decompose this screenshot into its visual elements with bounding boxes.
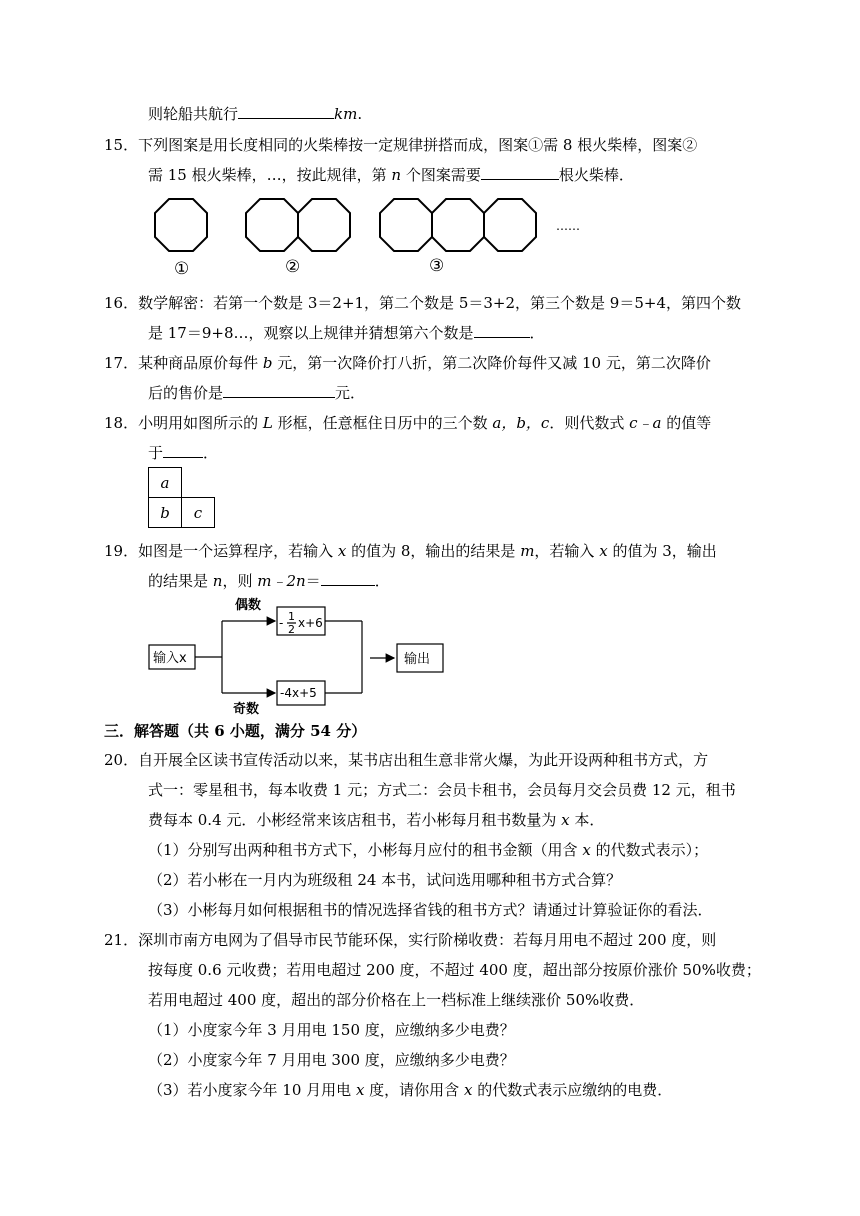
- q20-text3-post: 本．: [569, 811, 605, 829]
- q17-text: 17．某种商品原价每件: [104, 354, 263, 372]
- cell-a: a: [149, 468, 182, 498]
- q18-text: 18．小明用如图所示的: [104, 414, 263, 432]
- minus-sign: -: [279, 616, 284, 630]
- var-x: x: [355, 1081, 365, 1099]
- var-L: L: [262, 414, 273, 432]
- q20-sub1-post: 的代数式表示）；: [590, 841, 709, 859]
- q15-text: 15．下列图案是用长度相同的火柴棒按一定规律拼搭而成，图案: [104, 136, 529, 154]
- answer-blank: [474, 323, 530, 338]
- l-shape-calendar-frame: [148, 467, 215, 528]
- q20-text3: 费每本 0.4 元．小彬经常来该店租书，若小彬每月租书数量为: [148, 811, 562, 829]
- circled-2: ②: [682, 136, 698, 154]
- figure-label-1: ①: [174, 259, 190, 279]
- expr-c-minus-a: c﹣a: [629, 414, 662, 432]
- output-label: 输出: [404, 652, 431, 667]
- q20-line3: [148, 810, 604, 830]
- q19-text-mid2: ，若输入: [534, 542, 600, 560]
- q16-line2: [148, 323, 545, 343]
- q19-text2-mid: ，则: [222, 572, 258, 590]
- q20-sub3: （3）小彬每月如何根据租书的情况选择省钱的租书方式？请通过计算验证你的看法．: [148, 901, 713, 919]
- q21-sub3: [148, 1080, 672, 1100]
- q21-line2: 按每度 0.6 元收费；若用电超过 200 度，不超过 400 度，超出部分按原价涨价 50%收费；: [148, 961, 761, 979]
- q21-sub2: （2）小度家今年 7 月用电 300 度，应缴纳多少电费？: [148, 1051, 515, 1069]
- var-x: x: [582, 841, 591, 859]
- octagon: [484, 199, 536, 251]
- var-x: x: [599, 542, 608, 560]
- q17-end: 元．: [335, 384, 366, 402]
- q20-line1: 20．自开展全区读书宣传活动以来，某书店出租生意非常火爆，为此开设两种租书方式，方: [104, 751, 709, 769]
- matchstick-figure: [140, 190, 600, 285]
- q21-sub3-mid: 度，请你用含: [364, 1081, 464, 1099]
- period: ．: [529, 324, 545, 342]
- q18-line1: [104, 413, 711, 433]
- octagon: [155, 199, 207, 251]
- q20-sub2: （2）若小彬在一月内为班级租 24 本书，试问选用哪种租书方式合算？: [148, 871, 622, 889]
- q20-line2: 式一：零星租书，每本收费 1 元；方式二：会员卡租书，会员每月交会员费 12 元，租书: [148, 781, 736, 799]
- q21-line1: 21．深圳市南方电网为了倡导市民节能环保，实行阶梯收费：若每月用电不超过 200 度，则: [104, 931, 717, 949]
- answer-blank: [163, 443, 203, 458]
- period: .: [357, 105, 363, 123]
- q18-line2: [148, 443, 218, 463]
- q17-text-b: 元，第一次降价打八折，第二次降价每件又减 10 元，第二次降价: [272, 354, 711, 372]
- var-m: m: [520, 542, 535, 560]
- equals: ＝: [305, 572, 321, 590]
- q18-text-post: 的值等: [661, 414, 712, 432]
- continuation-dots: ……: [556, 219, 580, 233]
- period: ．: [203, 444, 219, 462]
- odd-label: 奇数: [233, 702, 260, 716]
- circled-1: ①: [528, 136, 544, 154]
- q21-sub3-text: （3）若小度家今年 10 月用电: [148, 1081, 356, 1099]
- q17-line2: [148, 383, 365, 403]
- q19-text: 19．如图是一个运算程序，若输入: [104, 542, 338, 560]
- even-op-rest: x+6: [298, 616, 323, 630]
- q16-line1: [104, 293, 741, 313]
- answer-blank: [481, 165, 559, 180]
- q21-sub1: （1）小度家今年 3 月用电 150 度，应缴纳多少电费？: [148, 1021, 515, 1039]
- answer-blank: [238, 104, 334, 119]
- vars-abc: a，b，c: [492, 414, 550, 432]
- octagon: [380, 199, 432, 251]
- q19-text-mid3: 的值为 3，输出: [607, 542, 717, 560]
- q15-text-mid: 需 8 根火柴棒，图案: [543, 136, 683, 154]
- fraction-denominator: 2: [288, 623, 295, 636]
- figure-label-2: ②: [285, 257, 301, 277]
- q15-line1: [104, 135, 697, 155]
- section-heading: 三．解答题（共 6 小题，满分 54 分）: [104, 722, 367, 740]
- q21-sub3-post: 的代数式表示应缴纳的电费．: [472, 1081, 673, 1099]
- var-x: x: [337, 542, 347, 560]
- octagon: [298, 199, 350, 251]
- input-label: 输入x: [153, 651, 187, 666]
- q18-text-mid: 形框，任意框住日历中的三个数: [272, 414, 493, 432]
- q15-line2: [148, 165, 634, 185]
- cell-c: c: [182, 498, 215, 528]
- unit-km: km: [334, 105, 358, 123]
- q19-text2: 的结果是: [148, 572, 213, 590]
- empty-cell: [182, 468, 215, 498]
- q17-line1: [104, 353, 711, 373]
- q18-text2: 于: [148, 444, 164, 462]
- fraction-numerator: 1: [288, 610, 295, 623]
- q19-text-mid: 的值为 8，输出的结果是: [346, 542, 521, 560]
- var-x: x: [463, 1081, 473, 1099]
- octagon: [432, 199, 484, 251]
- operation-flowchart: [140, 596, 460, 716]
- figure-label-3: ③: [429, 256, 445, 276]
- q20-sub1-text: （1）分别写出两种租书方式下，小彬每月应付的租书金额（用含: [148, 841, 583, 859]
- q16-text2: 是 17＝9+8…，观察以上规律并猜想第六个数是: [148, 324, 474, 342]
- even-label: 偶数: [235, 598, 262, 613]
- q21-line3: 若用电超过 400 度，超出的部分价格在上一档标准上继续涨价 50%收费．: [148, 991, 645, 1009]
- octagon: [246, 199, 298, 251]
- var-b: b: [262, 354, 273, 372]
- cell-b: b: [149, 498, 182, 528]
- q20-sub1: [148, 840, 708, 860]
- q14-tail-text: 则轮船共航行: [148, 105, 239, 123]
- q18-text-mid2: ．则代数式: [549, 414, 630, 432]
- q15-text2c: 根火柴棒．: [558, 166, 634, 184]
- q19-line1: [104, 541, 717, 561]
- q17-text2: 后的售价是: [148, 384, 224, 402]
- var-n: n: [212, 572, 223, 590]
- expr-m-minus-2n: m﹣2n: [257, 572, 306, 590]
- period: ．: [374, 572, 390, 590]
- q19-line2: [148, 571, 390, 591]
- q14-tail: [148, 104, 362, 124]
- answer-blank: [321, 571, 375, 586]
- var-x: x: [561, 811, 570, 829]
- answer-blank: [223, 383, 335, 398]
- q16-text: 16．数学解密：若第一个数是 3＝2+1，第二个数是 5＝3+2，第三个数是 9＝5+4，第四个数: [104, 294, 741, 312]
- var-n: n: [391, 166, 402, 184]
- q15-text2b: 个图案需要: [401, 166, 481, 184]
- q15-text2: 需 15 根火柴棒，…，按此规律，第: [148, 166, 392, 184]
- odd-op: -4x+5: [280, 686, 317, 700]
